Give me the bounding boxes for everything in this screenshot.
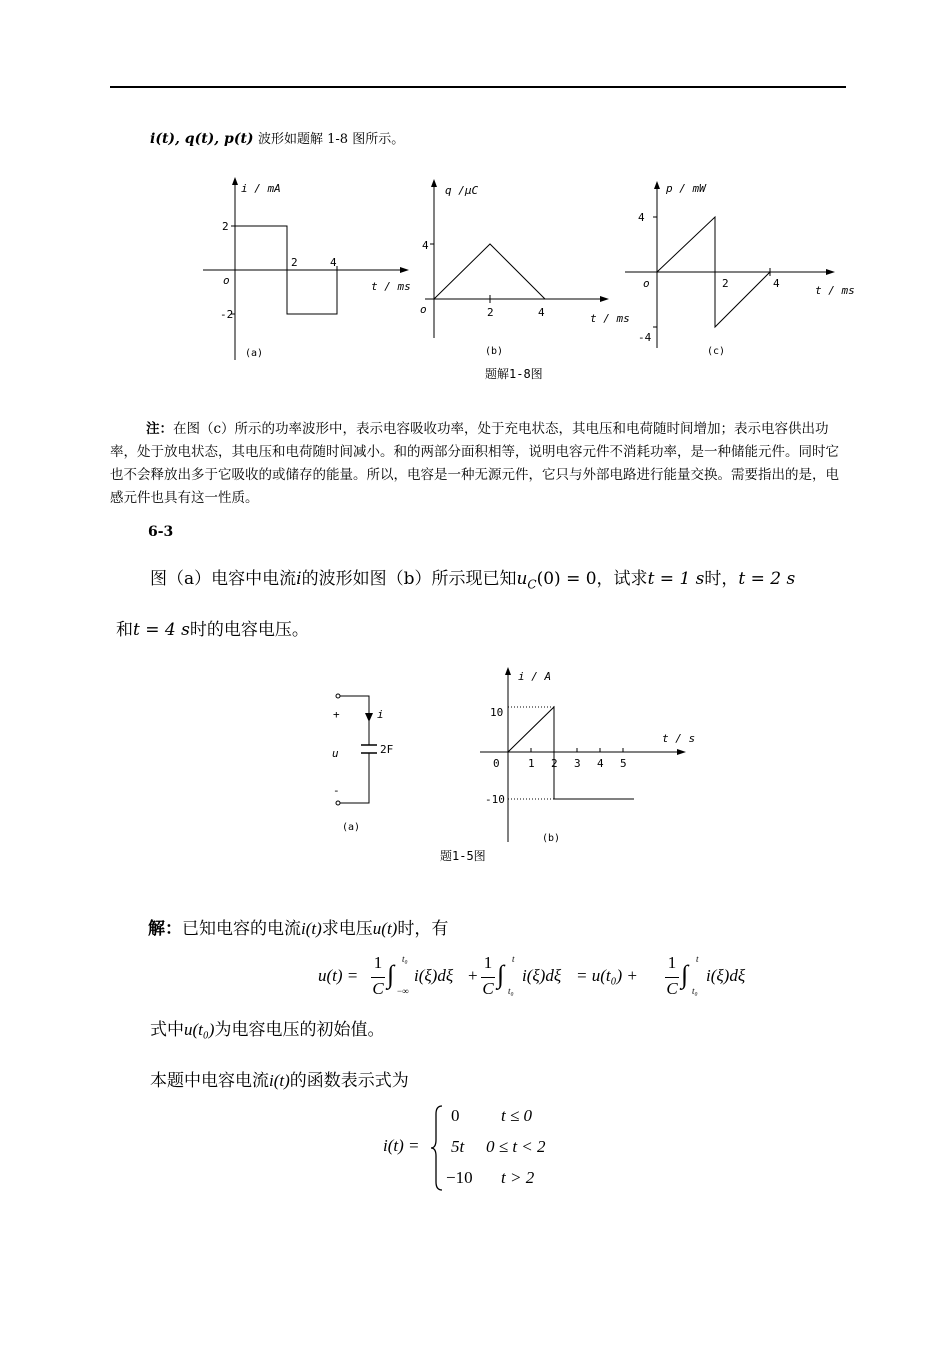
- eq-int3-lower: t₀: [692, 986, 698, 996]
- piecewise-brace: [429, 1104, 445, 1192]
- eq-integrand-3: i(ξ)dξ: [706, 966, 746, 985]
- function-intro: [150, 1066, 409, 1091]
- eq-plus: +: [468, 966, 478, 985]
- problem-sub-c: C: [527, 577, 537, 592]
- plot-c-x-arrow: [826, 269, 835, 275]
- current-plot-ytick-10: 10: [490, 706, 504, 719]
- initial-value-line: [150, 1015, 384, 1040]
- plot-b-waveform: [434, 244, 545, 299]
- current-plot-xtick-3: 3: [574, 757, 581, 770]
- plot-c-ylabel: p / mW: [666, 182, 706, 195]
- case-1-value: 0: [451, 1106, 460, 1125]
- problem-text-a: 图（a）电容中电流: [150, 569, 297, 589]
- current-plot: [480, 667, 695, 844]
- current-plot-origin: 0: [493, 757, 500, 770]
- eq-frac1-num: 1: [373, 953, 383, 972]
- solution-it: i(t): [301, 919, 322, 938]
- plot-c-tag: (c): [707, 346, 726, 357]
- figure-1-8: [195, 170, 865, 385]
- plot-c-xtick-2: 2: [722, 277, 729, 290]
- initial-text-b: 为电容电压的初始值。: [214, 1020, 385, 1040]
- solution-ut: u(t): [372, 919, 398, 938]
- plot-a-ylabel: i / mA: [241, 182, 281, 195]
- eq-frac3-den: C: [666, 979, 678, 998]
- current-plot-xtick-5: 5: [620, 757, 627, 770]
- eq-frac1-bar: [371, 977, 385, 978]
- eq-frac2-den: C: [482, 979, 494, 998]
- plot-a-xtick-4: 4: [330, 256, 337, 269]
- plot-b-ytick-4: 4: [422, 239, 429, 252]
- plot-c-xlabel: t / ms: [815, 284, 855, 297]
- current-plot-x-arrow: [677, 749, 686, 755]
- eq-int3-upper: t: [696, 954, 699, 964]
- terminal-bottom: [336, 801, 340, 805]
- eq-lhs: u(t) =: [318, 966, 359, 985]
- problem-var-i: i: [296, 569, 302, 589]
- eq-int1-upper: t₀: [402, 954, 408, 964]
- func-i: i(t): [269, 1071, 290, 1090]
- plot-a: [203, 177, 411, 360]
- plot-b-y-arrow: [431, 179, 437, 187]
- eq-int2-lower: t₀: [508, 986, 514, 996]
- figure-1-5-caption: 题1-5图: [440, 849, 486, 863]
- eq-int1-lower: −∞: [397, 986, 409, 996]
- plot-b-xtick-2: 2: [487, 306, 494, 319]
- problem-t2: t = 2 s: [738, 569, 796, 589]
- plot-a-ytick-2: 2: [222, 220, 229, 233]
- circuit-cap-label: 2F: [380, 743, 394, 756]
- plot-c-origin: o: [643, 277, 650, 290]
- plot-a-x-arrow: [400, 267, 409, 273]
- solution-text-c: 时，有: [397, 919, 449, 939]
- plot-b-origin: o: [420, 303, 427, 316]
- plot-a-origin: o: [223, 274, 230, 287]
- solution-text-a: 已知电容的电流: [182, 919, 301, 939]
- plot-b-ylabel: q /μC: [445, 184, 479, 197]
- plot-b-xtick-4: 4: [538, 306, 545, 319]
- eq-frac2-bar: [481, 977, 495, 978]
- eq-integral-1: ∫: [387, 960, 395, 989]
- intro-line: [150, 128, 404, 151]
- problem-text-b: 的波形如图（b）所示现已知: [301, 569, 517, 589]
- plot-b-xlabel: t / ms: [590, 312, 630, 325]
- problem-text-d: 时，: [704, 569, 739, 589]
- plot-a-xtick-2: 2: [291, 256, 298, 269]
- plot-a-ytick-neg2: -2: [220, 308, 234, 321]
- plot-c-y-arrow: [654, 181, 660, 189]
- problem-number: 6-3: [148, 524, 174, 540]
- problem-text-f: 时的电容电压。: [189, 620, 309, 640]
- current-plot-ylabel: i / A: [518, 670, 552, 683]
- eq-integral-2: ∫: [497, 960, 505, 989]
- case-3-cond: t > 2: [501, 1168, 535, 1187]
- plot-a-y-arrow: [232, 177, 238, 185]
- piecewise-function: [383, 1102, 583, 1194]
- circuit-minus: -: [333, 784, 340, 797]
- circuit-plus: +: [333, 708, 340, 721]
- case-1-cond: t ≤ 0: [501, 1106, 533, 1125]
- problem-t1: t = 1 s: [647, 569, 705, 589]
- circuit-i-label: i: [377, 708, 384, 721]
- plot-c: [625, 181, 855, 357]
- problem-text-c: (0) = 0，试求: [536, 569, 648, 589]
- case-2-cond: 0 ≤ t < 2: [486, 1137, 546, 1156]
- current-arrow: [365, 713, 373, 722]
- plot-a-xlabel: t / ms: [371, 280, 411, 293]
- note-paragraph: [110, 418, 842, 510]
- eq-integral-3: ∫: [681, 960, 689, 989]
- intro-functions: i(t), q(t), p(t): [150, 131, 254, 147]
- plot-b-tag: (b): [485, 346, 504, 357]
- solution-intro: [148, 914, 448, 939]
- eq-frac2-num: 1: [483, 953, 493, 972]
- top-rule: [110, 86, 846, 88]
- integral-equation: [318, 950, 746, 1010]
- plot-c-ytick-neg4: -4: [638, 331, 652, 344]
- note-label: 注：: [146, 421, 173, 437]
- eq-frac3-num: 1: [667, 953, 677, 972]
- figure-1-5: [320, 660, 700, 872]
- case-2-value: 5t: [451, 1137, 465, 1156]
- piecewise-lhs: i(t) =: [383, 1136, 420, 1155]
- plot-b: [420, 179, 630, 357]
- current-plot-y-arrow: [505, 667, 511, 675]
- problem-t4: t = 4 s: [133, 620, 190, 640]
- intro-text: 波形如题解 1-8 图所示。: [258, 132, 405, 147]
- eq-frac1-den: C: [372, 979, 384, 998]
- plot-a-tag: (a): [245, 348, 264, 359]
- terminal-top: [336, 694, 340, 698]
- problem-line-2: [116, 615, 309, 640]
- current-plot-waveform: [508, 707, 634, 799]
- current-plot-xtick-2: 2: [551, 757, 558, 770]
- problem-var-u: u: [516, 569, 528, 589]
- initial-u: u(t₀): [184, 1020, 215, 1039]
- note-text: 在图（c）所示的功率波形中，表示电容吸收功率，处于充电状态，其电压和电荷随时间增加；表示电容供出功率，处于放电状态，其电压和电荷随时间减小。和的两部分面积相等，说明电容元件不消耗功率，是一种储能元件。同时它也不会释放出多于它吸收的或储存的能量。所以，电容是一种无源元件，它只与外部电路进行能量交换。需要指出的是，电感元件也具有这一性质。: [110, 421, 839, 506]
- plot-c-xtick-4: 4: [773, 277, 780, 290]
- initial-text-a: 式中: [150, 1020, 184, 1040]
- case-3-value: −10: [446, 1168, 473, 1187]
- current-plot-ytick-neg10: -10: [485, 793, 505, 806]
- plot-c-ytick-4: 4: [638, 211, 645, 224]
- current-plot-xtick-1: 1: [528, 757, 535, 770]
- eq-integrand-2: i(ξ)dξ: [522, 966, 562, 985]
- circuit-u-label: u: [332, 747, 339, 760]
- func-text-b: 的函数表示式为: [289, 1071, 409, 1091]
- plot-b-x-arrow: [600, 296, 609, 302]
- circuit-diagram: [332, 694, 393, 833]
- current-plot-tag: (b): [542, 833, 561, 844]
- solution-text-b: 求电压: [321, 919, 373, 939]
- figure-1-8-caption: 题解1-8图: [485, 367, 543, 381]
- problem-line-1: [150, 564, 795, 591]
- current-plot-xlabel: t / s: [662, 732, 696, 745]
- eq-int2-upper: t: [512, 954, 515, 964]
- circuit-tag: (a): [342, 822, 361, 833]
- problem-text-e: 和: [116, 620, 133, 640]
- func-text-a: 本题中电容电流: [150, 1071, 269, 1091]
- current-plot-xtick-4: 4: [597, 757, 604, 770]
- eq-mid: = u(t₀) +: [576, 966, 638, 985]
- eq-frac3-bar: [665, 977, 679, 978]
- eq-integrand-1: i(ξ)dξ: [414, 966, 454, 985]
- solution-label: 解：: [148, 919, 182, 939]
